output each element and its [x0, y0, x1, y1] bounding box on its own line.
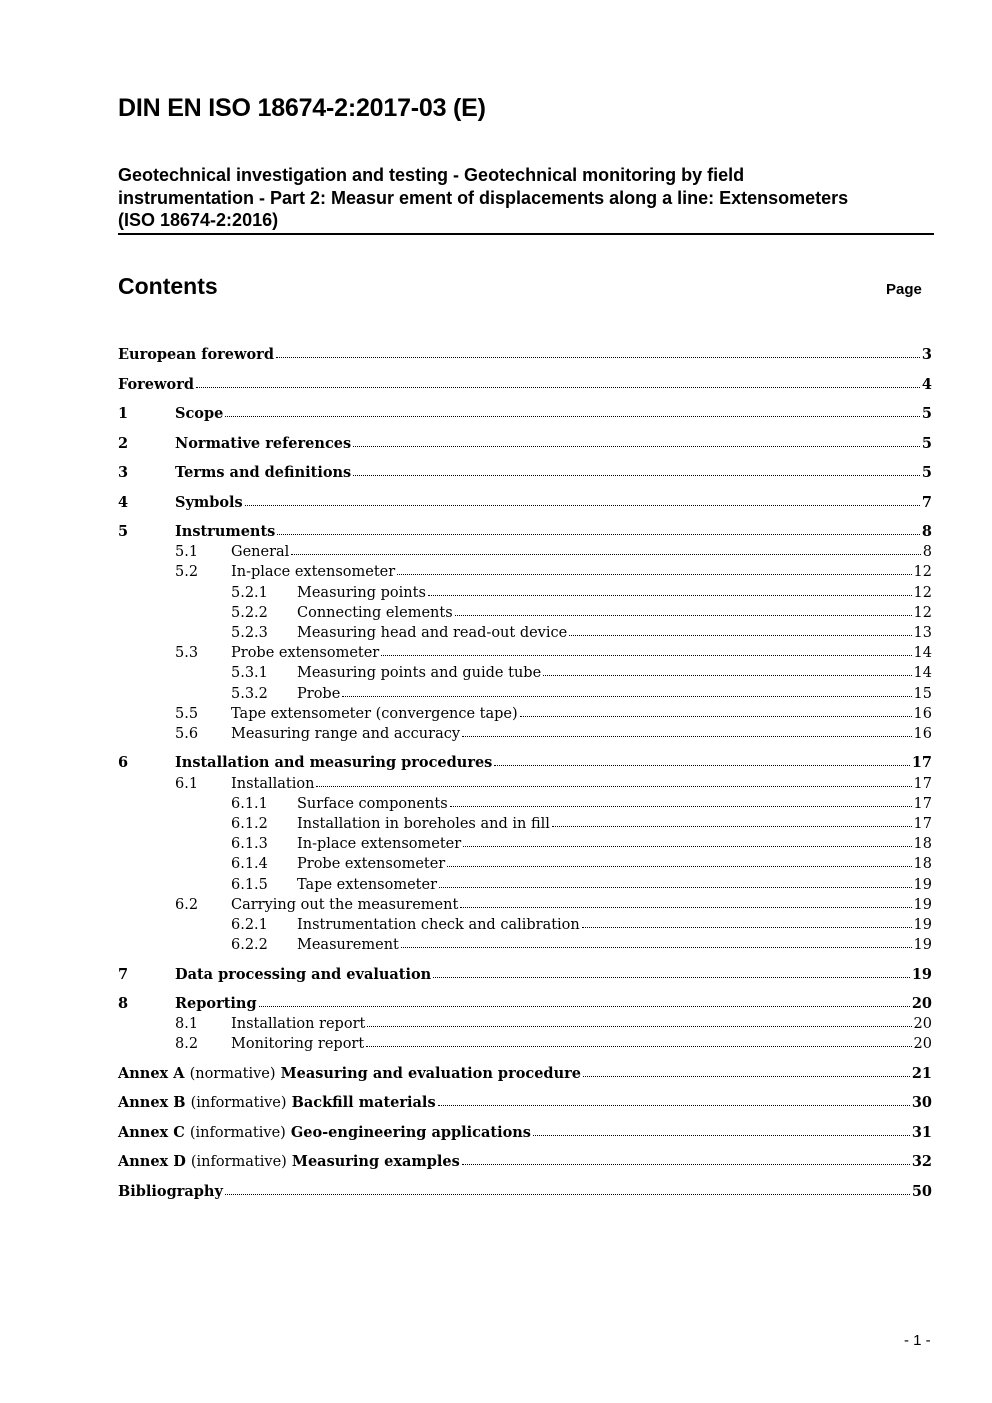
annex-label: Annex D — [118, 1153, 186, 1171]
table-of-contents — [118, 343, 932, 1200]
toc-entry-page: 17 — [911, 754, 932, 772]
toc-entry-page: 18 — [913, 856, 932, 873]
toc-entry-page: 5 — [921, 405, 932, 423]
dot-leader — [428, 595, 912, 596]
toc-entry-number: 6.1.3 — [231, 836, 268, 853]
dot-leader — [291, 554, 920, 555]
toc-entry-number: 5.3.1 — [231, 665, 268, 682]
annex-kind: (informative) — [190, 1154, 287, 1171]
toc-entry-title: In-place extensometer — [231, 564, 396, 581]
toc-entry-page: 21 — [911, 1064, 932, 1082]
toc-entry-number: 6.1 — [175, 775, 199, 792]
dot-leader — [259, 1006, 910, 1007]
toc-entry-annex-c[interactable] — [118, 1121, 932, 1141]
toc-entry-title: Tape extensometer (convergence tape) — [231, 705, 518, 722]
toc-entry-number: 5.3 — [175, 645, 199, 662]
dot-leader — [569, 635, 911, 636]
toc-entry-number: 5.2.3 — [231, 625, 268, 642]
toc-entry-number: 6 — [118, 754, 129, 772]
toc-entry-connecting-elements[interactable] — [118, 601, 932, 621]
toc-entry-page: 20 — [913, 1016, 932, 1033]
toc-entry-title: Probe — [297, 685, 341, 702]
toc-entry-in-place-extensometer-install[interactable] — [118, 832, 932, 852]
toc-entry-general[interactable] — [118, 540, 932, 560]
toc-entry-number: 5 — [118, 523, 129, 541]
annex-title: Backfill materials — [291, 1094, 436, 1112]
annex-kind: (informative) — [189, 1124, 286, 1141]
dot-leader — [342, 696, 911, 697]
dot-leader — [494, 765, 909, 766]
toc-entry-number: 6.1.1 — [231, 795, 268, 812]
toc-entry-reporting[interactable] — [118, 992, 932, 1012]
toc-entry-page: 8 — [921, 523, 932, 541]
toc-entry-monitoring-report[interactable] — [118, 1032, 932, 1052]
toc-entry-terms-and-definitions[interactable] — [118, 461, 932, 481]
toc-entry-number: 6.2 — [175, 896, 199, 913]
toc-entry-page: 13 — [913, 625, 932, 642]
toc-entry-title: Measuring range and accuracy — [231, 725, 461, 742]
toc-entry-title: Surface components — [297, 795, 448, 812]
toc-entry-number: 5.3.2 — [231, 685, 268, 702]
dot-leader — [277, 534, 920, 535]
dot-leader — [462, 1164, 910, 1165]
toc-entry-number: 6.2.1 — [231, 916, 268, 933]
toc-entry-title: Carrying out the measurement — [231, 896, 459, 913]
dot-leader — [353, 446, 920, 447]
toc-entry-tape-extensometer-convergence[interactable] — [118, 702, 932, 722]
toc-entry-number: 5.2.1 — [231, 584, 268, 601]
toc-entry-number: 8.2 — [175, 1036, 199, 1053]
dot-leader — [438, 1105, 910, 1106]
toc-entry-probe[interactable] — [118, 681, 932, 701]
toc-entry-title: Installation and measuring procedures — [175, 754, 493, 772]
toc-entry-number: 5.2 — [175, 564, 199, 581]
toc-entry-title: Installation report — [231, 1016, 366, 1033]
toc-entry-title: Normative references — [175, 434, 352, 452]
toc-entry-title: Monitoring report — [231, 1036, 365, 1053]
toc-entry-page: 14 — [913, 645, 932, 662]
dot-leader — [450, 806, 912, 807]
toc-entry-title: Instrumentation check and calibration — [297, 916, 580, 933]
toc-entry-page: 30 — [911, 1094, 932, 1112]
toc-entry-page: 15 — [913, 685, 932, 702]
dot-leader — [433, 977, 910, 978]
toc-entry-surface-components[interactable] — [118, 792, 932, 812]
toc-entry-title: Connecting elements — [297, 604, 453, 621]
toc-entry-probe-extensometer-install[interactable] — [118, 852, 932, 872]
toc-entry-number: 1 — [118, 405, 129, 423]
toc-entry-page: 19 — [913, 896, 932, 913]
dot-leader — [462, 736, 912, 737]
toc-entry-page: 8 — [922, 544, 932, 561]
toc-entry-installation-report[interactable] — [118, 1012, 932, 1032]
toc-entry-page: 17 — [913, 816, 932, 833]
title-line: instrumentation - Part 2: Measur ement of displacements along a line: Extensometers — [118, 187, 849, 208]
toc-entry-page: 3 — [921, 346, 932, 364]
toc-entry-title: Measuring points and guide tube — [297, 665, 542, 682]
toc-entry-page: 16 — [913, 705, 932, 722]
toc-entry-page: 19 — [913, 876, 932, 893]
toc-entry-page: 20 — [913, 1036, 932, 1053]
contents-heading: Contents — [118, 273, 218, 299]
dot-leader — [245, 505, 920, 506]
toc-entry-annex-a[interactable] — [118, 1062, 932, 1082]
toc-entry-page: 19 — [911, 965, 932, 983]
toc-entry-number: 4 — [118, 493, 129, 511]
toc-entry-foreword[interactable] — [118, 372, 932, 392]
toc-entry-measuring-points[interactable] — [118, 580, 932, 600]
annex-label: Annex B — [118, 1094, 186, 1112]
toc-entry-number: 3 — [118, 464, 129, 482]
toc-entry-title: Data processing and evaluation — [175, 965, 432, 983]
toc-entry-installation-boreholes[interactable] — [118, 812, 932, 832]
toc-entry-title: Installation — [231, 775, 315, 792]
toc-entry-number: 6.1.2 — [231, 816, 268, 833]
toc-entry-page: 19 — [913, 937, 932, 954]
toc-entry-page: 16 — [913, 725, 932, 742]
toc-entry-number: 5.2.2 — [231, 604, 268, 621]
title-line: (ISO 18674-2:2016) — [118, 210, 279, 230]
annex-label: Annex C — [118, 1123, 185, 1141]
dot-leader — [583, 1076, 910, 1077]
toc-entry-page: 20 — [911, 995, 932, 1013]
dot-leader — [582, 927, 912, 928]
toc-entry-page: 50 — [911, 1182, 932, 1200]
dot-leader — [367, 1026, 911, 1027]
annex-title: Measuring and evaluation procedure — [280, 1064, 581, 1082]
toc-entry-title: In-place extensometer — [297, 836, 462, 853]
dot-leader — [447, 866, 911, 867]
toc-entry-page: 17 — [913, 795, 932, 812]
page-number: - 1 - — [904, 1332, 931, 1349]
toc-entry-installation[interactable] — [118, 771, 932, 791]
toc-entry-page: 31 — [911, 1123, 932, 1141]
toc-entry-page: 7 — [921, 493, 932, 511]
toc-entry-measuring-range[interactable] — [118, 722, 932, 742]
toc-entry-title: Scope — [175, 405, 224, 423]
document-id: DIN EN ISO 18674-2:2017-03 (E) — [118, 94, 486, 122]
dot-leader — [316, 786, 911, 787]
toc-entry-scope[interactable] — [118, 402, 932, 422]
dot-leader — [543, 675, 911, 676]
annex-kind: (informative) — [190, 1095, 287, 1112]
toc-entry-page: 12 — [913, 584, 932, 601]
toc-entry-title: Probe extensometer — [231, 645, 380, 662]
toc-entry-european-foreword[interactable] — [118, 343, 932, 363]
dot-leader — [520, 716, 912, 717]
dot-leader — [276, 357, 920, 358]
toc-entry-title: Measuring points — [297, 584, 426, 601]
toc-entry-page: 5 — [921, 434, 932, 452]
toc-entry-page: 19 — [913, 916, 932, 933]
page-column-label: Page — [886, 281, 922, 298]
toc-entry-measurement[interactable] — [118, 933, 932, 953]
dot-leader — [196, 387, 920, 388]
toc-entry-bibliography[interactable] — [118, 1180, 932, 1200]
title-line: Geotechnical investigation and testing - Geotechnical monitoring by field — [118, 165, 745, 185]
toc-entry-annex-d[interactable] — [118, 1150, 932, 1170]
toc-entry-instruments[interactable] — [118, 520, 932, 540]
annex-kind: (normative) — [189, 1065, 276, 1082]
annex-title: Measuring examples — [291, 1153, 460, 1171]
toc-entry-number: 2 — [118, 434, 129, 452]
toc-entry-page: 14 — [913, 665, 932, 682]
toc-entry-title: Terms and definitions — [175, 464, 352, 482]
toc-entry-number: 5.5 — [175, 705, 199, 722]
toc-entry-measuring-head[interactable] — [118, 621, 932, 641]
document-title — [118, 164, 933, 232]
toc-entry-tape-extensometer-install[interactable] — [118, 872, 932, 892]
toc-entry-title: Instruments — [175, 523, 276, 541]
dot-leader — [353, 475, 920, 476]
toc-entry-number: 7 — [118, 965, 129, 983]
toc-entry-number: 8.1 — [175, 1016, 199, 1033]
toc-entry-title: General — [231, 544, 290, 561]
annex-title: Geo-engineering applications — [290, 1123, 531, 1141]
toc-entry-title: Tape extensometer — [297, 876, 438, 893]
dot-leader — [225, 416, 920, 417]
toc-entry-number: 6.2.2 — [231, 937, 268, 954]
dot-leader — [455, 615, 912, 616]
toc-entry-number: 6.1.4 — [231, 856, 268, 873]
dot-leader — [460, 907, 911, 908]
dot-leader — [463, 846, 911, 847]
toc-entry-page: 32 — [911, 1153, 932, 1171]
dot-leader — [439, 887, 912, 888]
toc-entry-annex-b[interactable] — [118, 1091, 932, 1111]
toc-entry-carrying-out-measurement[interactable] — [118, 893, 932, 913]
toc-entry-measuring-points-guide-tube[interactable] — [118, 661, 932, 681]
toc-entry-instrumentation-check[interactable] — [118, 913, 932, 933]
toc-entry-title: Symbols — [175, 493, 243, 511]
toc-entry-page: 17 — [913, 775, 932, 792]
toc-entry-number: 8 — [118, 995, 129, 1013]
toc-entry-symbols[interactable] — [118, 490, 932, 510]
toc-entry-number: 5.1 — [175, 544, 199, 561]
toc-entry-number: 6.1.5 — [231, 876, 268, 893]
dot-leader — [401, 947, 912, 948]
toc-entry-title: Probe extensometer — [297, 856, 446, 873]
toc-entry-title: Measuring head and read-out device — [297, 625, 568, 642]
toc-entry-title: Reporting — [175, 995, 257, 1013]
toc-entry-page: 18 — [913, 836, 932, 853]
toc-entry-probe-extensometer[interactable] — [118, 641, 932, 661]
toc-entry-installation-and-measuring[interactable] — [118, 751, 932, 771]
toc-entry-page: 12 — [913, 604, 932, 621]
dot-leader — [225, 1194, 910, 1195]
dot-leader — [533, 1135, 910, 1136]
toc-entry-page: 4 — [921, 375, 932, 393]
dot-leader — [552, 826, 912, 827]
toc-entry-title: Measurement — [297, 937, 399, 954]
toc-entry-title: Installation in boreholes and in fill — [297, 816, 550, 833]
toc-entry-data-processing[interactable] — [118, 962, 932, 982]
title-divider — [118, 233, 934, 235]
dot-leader — [397, 574, 911, 575]
toc-entry-title: European foreword — [118, 346, 274, 364]
toc-entry-page: 5 — [921, 464, 932, 482]
toc-entry-in-place-extensometer[interactable] — [118, 560, 932, 580]
dot-leader — [381, 655, 911, 656]
annex-label: Annex A — [118, 1064, 185, 1082]
toc-entry-title: Bibliography — [118, 1182, 223, 1200]
toc-entry-normative-references[interactable] — [118, 431, 932, 451]
toc-entry-title: Foreword — [118, 375, 194, 393]
toc-entry-number: 5.6 — [175, 725, 199, 742]
toc-entry-page: 12 — [913, 564, 932, 581]
dot-leader — [366, 1046, 911, 1047]
